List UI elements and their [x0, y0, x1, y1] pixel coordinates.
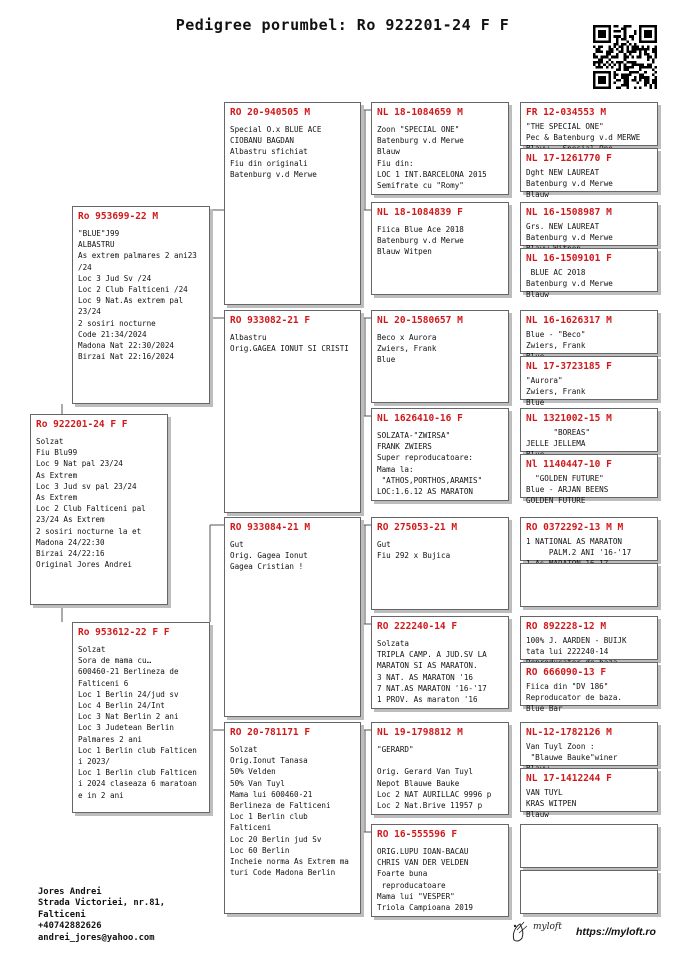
gen5-card-4-details: [526, 267, 652, 301]
detail-line: Madona Nat 22:30/2024: [78, 341, 175, 351]
detail-line: Gut: [377, 540, 391, 549]
detail-line: e in 2 ani: [78, 790, 124, 800]
great-grandparent-card-3: [371, 310, 509, 403]
detail-line: Madona 24/22:30: [36, 537, 105, 547]
gen5-card-3: [520, 202, 658, 246]
gen5-card-3-ring: NL 16-1508987 M: [526, 207, 612, 218]
detail-line: Loc 3 Jud sv pal 23/24: [36, 481, 137, 491]
sire-card: [72, 206, 210, 404]
great-grandparent-card-1-details: [377, 124, 503, 191]
gen5-card-7-ring: NL 1321002-15 M: [526, 413, 612, 424]
great-grandparent-card-8-details: [377, 846, 503, 913]
detail-line: Foarte buna: [377, 869, 428, 879]
detail-line: JELLE JELLEMA: [526, 439, 586, 449]
detail-line: "GERARD": [377, 745, 414, 754]
gen5-card-15: [520, 824, 658, 868]
detail-line: "Blauwe Bauke"winer: [526, 753, 618, 763]
detail-line: /24: [78, 262, 92, 272]
gen5-card-2-ring: NL 17-1261770 F: [526, 153, 612, 164]
detail-line: Orig. Gerard Van Tuyl: [377, 767, 474, 777]
detail-line: TRIPLA CAMP. A JUD.SV LA: [377, 650, 487, 660]
detail-line: 1 PROV. As maraton '16: [377, 695, 478, 705]
gen5-card-12: [520, 662, 658, 714]
detail-line: Loc 4 Berlin 24/Int: [78, 701, 165, 711]
gen5-card-8-ring: Nl 1140447-10 F: [526, 459, 612, 470]
sire-details: [78, 228, 204, 362]
detail-line: Solzata: [377, 639, 410, 648]
detail-line: "GOLDEN FUTURE": [526, 474, 604, 483]
detail-line: Batenburg v.d Merwe: [526, 179, 613, 189]
detail-line: Mama lui "VESPER": [377, 891, 455, 901]
detail-line: Albastru sfichiat: [230, 147, 308, 157]
detail-line: Batenburg v.d Merwe: [377, 136, 464, 146]
gen5-card-9: [520, 517, 658, 561]
detail-line: CIOBANU BAGDAN: [230, 136, 295, 146]
detail-line: Orig. Gagea Ionut: [230, 551, 308, 561]
great-grandparent-card-7: [371, 722, 509, 815]
great-grandparent-card-7-ring: NL 19-1798812 M: [377, 727, 463, 738]
detail-line: Loc 20 Berlin jud Sv: [230, 834, 322, 844]
owner-email[interactable]: andrei_jores@yahoo.com: [38, 932, 155, 943]
detail-line: Loc 9 Nat pal 23/24: [36, 459, 123, 469]
detail-line: Berlineza de Falticeni: [230, 801, 331, 811]
detail-line: 3 NAT. AS MARATON '16: [377, 672, 474, 682]
detail-line: Orig.Ionut Tanasa: [230, 756, 308, 766]
owner-street: Strada Victoriei, nr.81,: [38, 898, 166, 909]
detail-line: reproducatoare: [377, 880, 446, 890]
detail-line: Fiu Blu99: [36, 448, 78, 458]
detail-line: Blue - "Beco": [526, 330, 586, 339]
gen5-card-4: [520, 248, 658, 300]
gen5-card-14-ring: NL 17-1412244 F: [526, 773, 612, 784]
dam-ring: Ro 953612-22 F F: [78, 627, 170, 638]
subject-ring: Ro 922201-24 F F: [36, 419, 128, 430]
detail-line: Loc 1 Berlin club Falticen: [78, 745, 197, 755]
great-grandparent-card-8: [371, 824, 509, 917]
grandparent-card-3-details: [230, 539, 355, 573]
great-grandparent-card-3-details: [377, 332, 503, 366]
detail-line: Blauw: [526, 810, 549, 820]
detail-line: CHRIS VAN DER VELDEN: [377, 858, 469, 868]
great-grandparent-card-5-details: [377, 539, 503, 561]
detail-line: i 2023/: [78, 757, 111, 767]
detail-line: Fiu 292 x Bujica: [377, 551, 451, 561]
gen5-card-6: [520, 356, 658, 408]
detail-line: 23/24: [78, 307, 101, 317]
detail-line: Blue: [526, 398, 545, 408]
detail-line: Albastru: [230, 333, 267, 342]
detail-line: 50% Velden: [230, 767, 276, 777]
grandparent-card-3-ring: RO 933084-21 M: [230, 522, 311, 533]
great-grandparent-card-8-ring: RO 16-555596 F: [377, 829, 458, 840]
detail-line: 2 sosiri nocturne la et: [36, 526, 142, 536]
great-grandparent-card-5-ring: RO 275053-21 M: [377, 522, 458, 533]
detail-line: 7 NAT.AS MARATON '16-'17: [377, 683, 487, 693]
detail-line: SOLZATA-"ZWIRSA": [377, 431, 451, 440]
great-grandparent-card-3-ring: NL 20-1580657 M: [377, 315, 463, 326]
detail-line: Mama lui 600460-21: [230, 789, 313, 799]
detail-line: Semifrate cu "Romy": [377, 181, 464, 191]
detail-line: "THE SPECIAL ONE": [526, 122, 604, 131]
detail-line: 2 sosiri nocturne: [78, 318, 156, 328]
detail-line: LOC 1 INT.BARCELONA 2015: [377, 169, 487, 179]
grandparent-card-1-ring: RO 20-940505 M: [230, 107, 311, 118]
detail-line: Loc 3 Jud Sv /24: [78, 273, 152, 283]
gen5-card-11: [520, 616, 658, 660]
detail-line: Zoon "SPECIAL ONE": [377, 125, 460, 134]
detail-line: Batenburg v.d Merwe: [377, 236, 464, 246]
owner-contact: [38, 887, 165, 944]
detail-line: VAN TUYL: [526, 788, 563, 797]
detail-line: Loc 3 Nat Berlin 2 ani: [78, 712, 179, 722]
detail-line: Batenburg v.d Merwe: [230, 169, 317, 179]
detail-line: Batenburg v.d Merwe: [526, 279, 613, 289]
detail-line: As Extrem: [36, 493, 78, 503]
detail-line: Blue - ARJAN BEENS: [526, 485, 609, 495]
detail-line: Triola Campioana 2019: [377, 903, 474, 913]
detail-line: Loc 1 Berlin 24/jud sv: [78, 689, 179, 699]
great-grandparent-card-6-ring: RO 222240-14 F: [377, 621, 458, 632]
detail-line: Solzat: [36, 437, 64, 446]
detail-line: Mama la:: [377, 464, 414, 474]
great-grandparent-card-6-details: [377, 638, 503, 705]
detail-line: 600460-21 Berlineza de: [78, 667, 179, 677]
detail-line: Fiu din originali: [230, 158, 308, 168]
detail-line: 50% Van Tuyl: [230, 778, 285, 788]
gen5-card-16: [520, 870, 658, 914]
detail-line: Zwiers, Frank: [526, 341, 586, 351]
great-grandparent-card-1: [371, 102, 509, 195]
great-grandparent-card-2-details: [377, 224, 503, 258]
detail-line: Solzat: [78, 645, 106, 654]
detail-line: Palmares 2 ani: [78, 734, 143, 744]
detail-line: turi Code Madona Berlin: [230, 868, 336, 878]
detail-line: Blue Bar: [526, 704, 563, 714]
detail-line: Falticeni: [230, 823, 272, 833]
detail-line: Code 21:34/2024: [78, 329, 147, 339]
gen5-card-7: [520, 408, 658, 452]
detail-line: Pec & Batenburg v.d MERWE: [526, 133, 641, 143]
grandparent-card-2: [224, 310, 361, 513]
gen5-card-13-ring: NL-12-1782126 M: [526, 727, 612, 738]
subject-details: [36, 436, 162, 570]
gen5-card-8: [520, 454, 658, 506]
detail-line: BLUE AC 2018: [526, 268, 586, 277]
detail-line: i 2024 claseaza 6 maratoan: [78, 779, 197, 789]
detail-line: LOC:1.6.12 AS MARATON: [377, 487, 474, 497]
detail-line: Incheie norma As Extrem ma: [230, 857, 349, 867]
detail-line: Loc 2 Nat.Brive 11957 p: [377, 801, 483, 811]
detail-line: Loc 60 Berlin: [230, 845, 290, 855]
detail-line: Zwiers, Frank: [377, 344, 437, 354]
detail-line: KRAS WITPEN: [526, 799, 577, 809]
gen5-card-14-details: [526, 787, 652, 821]
detail-line: Loc 1 Berlin club Falticen: [78, 768, 197, 778]
detail-line: "Aurora": [526, 376, 563, 385]
subject-card: [30, 414, 168, 605]
detail-line: Birzai 24/22:16: [36, 549, 105, 559]
gen5-card-4-ring: NL 16-1509101 F: [526, 253, 612, 264]
detail-line: Blauw: [377, 147, 400, 157]
great-grandparent-card-7-details: [377, 744, 503, 811]
gen5-card-9-ring: RO 0372292-13 M M: [526, 522, 624, 533]
grandparent-card-3: [224, 517, 361, 717]
gen5-card-12-ring: RO 666090-13 F: [526, 667, 607, 678]
grandparent-card-1-details: [230, 124, 355, 180]
detail-line: Falticeni 6: [78, 678, 129, 688]
detail-line: Fiu din:: [377, 158, 414, 168]
gen5-card-8-details: [526, 473, 652, 507]
detail-line: Solzat: [230, 745, 258, 754]
detail-line: Dght NEW LAUREAT: [526, 168, 600, 177]
detail-line: 23/24 As Extrem: [36, 515, 105, 525]
detail-line: Grs. NEW LAUREAT: [526, 222, 600, 231]
detail-line: MARATON SI AS MARATON.: [377, 661, 478, 671]
grandparent-card-4: [224, 722, 361, 914]
detail-line: 100% J. AARDEN - BUIJK: [526, 636, 627, 645]
detail-line: "ATHOS,PORTHOS,ARAMIS": [377, 475, 483, 485]
detail-line: FRANK ZWIERS: [377, 442, 432, 452]
website-link[interactable]: https://myloft.ro: [576, 926, 656, 938]
gen5-card-13: [520, 722, 658, 766]
detail-line: ALBASTRU: [78, 240, 115, 250]
detail-line: Loc 2 NAT AURILLAC 9996 p: [377, 789, 492, 799]
detail-line: Blauw: [526, 290, 549, 300]
great-grandparent-card-1-ring: NL 18-1084659 M: [377, 107, 463, 118]
detail-line: Blauw: [526, 190, 549, 200]
great-grandparent-card-2-ring: NL 18-1084839 F: [377, 207, 463, 218]
detail-line: Blauw Witpen: [377, 247, 432, 257]
detail-line: Van Tuyl Zoon :: [526, 742, 595, 751]
detail-line: 1 NATIONAL AS MARATON: [526, 537, 623, 546]
gen5-card-14: [520, 768, 658, 820]
detail-line: Birzai Nat 22:16/2024: [78, 352, 175, 362]
detail-line: Loc 9 Nat.As extrem pal: [78, 296, 184, 306]
detail-line: Loc 3 Judetean Berlin: [78, 723, 175, 733]
detail-line: Super reproducatoare:: [377, 453, 474, 463]
gen5-card-1-ring: FR 12-034553 M: [526, 107, 607, 118]
detail-line: Orig.GAGEA IONUT SI CRISTI: [230, 344, 349, 354]
grandparent-card-2-ring: RO 933082-21 F: [230, 315, 311, 326]
grandparent-card-2-details: [230, 332, 355, 354]
grandparent-card-4-details: [230, 744, 355, 878]
owner-phone: +40742882626: [38, 921, 102, 932]
detail-line: Beco x Aurora: [377, 333, 437, 342]
grandparent-card-4-ring: RO 20-781171 F: [230, 727, 311, 738]
dam-details: [78, 644, 204, 801]
detail-line: Nepot Blauwe Bauke: [377, 778, 460, 788]
detail-line: "BLUE"J99: [78, 229, 120, 238]
gen5-card-11-ring: RO 892228-12 M: [526, 621, 607, 632]
great-grandparent-card-4-details: [377, 430, 503, 497]
owner-name: Jores Andrei: [38, 887, 102, 897]
great-grandparent-card-4: [371, 408, 509, 501]
detail-line: Original Jores Andrei: [36, 560, 133, 570]
detail-line: As Extrem: [36, 470, 78, 480]
page-title: Pedigree porumbel: Ro 922201-24 F F: [175, 16, 510, 34]
gen5-card-6-ring: NL 17-3723185 F: [526, 361, 612, 372]
detail-line: Fiica Blue Ace 2018: [377, 225, 464, 234]
gen5-card-1: [520, 102, 658, 146]
gen5-card-2-details: [526, 167, 652, 201]
detail-line: "BOREAS": [526, 428, 591, 437]
dam-card: [72, 622, 210, 813]
gen5-card-6-details: [526, 375, 652, 409]
detail-line: Loc 1 Berlin club: [230, 812, 308, 822]
gen5-card-10: [520, 563, 658, 607]
detail-line: tata lui 222240-14: [526, 647, 609, 657]
detail-line: GOLDEN FUTURE: [526, 496, 586, 506]
detail-line: Fiica din "DV 186": [526, 682, 609, 691]
detail-line: PALM.2 ANI '16-'17: [526, 548, 632, 558]
great-grandparent-card-6: [371, 616, 509, 709]
detail-line: [377, 755, 503, 766]
detail-line: Gut: [230, 540, 244, 549]
grandparent-card-1: [224, 102, 361, 305]
detail-line: Loc 2 Club Falticeni /24: [78, 285, 188, 295]
great-grandparent-card-5: [371, 517, 509, 610]
gen5-card-5: [520, 310, 658, 354]
great-grandparent-card-4-ring: NL 1626410-16 F: [377, 413, 463, 424]
detail-line: ORIG.LUPU IOAN-BACAU: [377, 847, 469, 856]
detail-line: As extrem palmares 2 ani23: [78, 251, 197, 261]
detail-line: Batenburg v.d Merwe: [526, 233, 613, 243]
sire-ring: Ro 953699-22 M: [78, 211, 159, 222]
detail-line: Gagea Cristian !: [230, 562, 304, 572]
detail-line: Zwiers, Frank: [526, 387, 586, 397]
gen5-card-5-ring: NL 16-1626317 M: [526, 315, 612, 326]
logo-text: myloft: [533, 922, 562, 932]
detail-line: Sora de mama cu…: [78, 656, 152, 666]
detail-line: Special O.x BLUE ACE: [230, 125, 322, 134]
detail-line: Loc 2 Club Falticeni pal: [36, 504, 146, 514]
great-grandparent-card-2: [371, 202, 509, 295]
gen5-card-12-details: [526, 681, 652, 715]
detail-line: Blue: [377, 355, 396, 365]
detail-line: Reproducator de baza.: [526, 693, 623, 703]
owner-city: Falticeni: [38, 909, 86, 920]
gen5-card-2: [520, 148, 658, 200]
